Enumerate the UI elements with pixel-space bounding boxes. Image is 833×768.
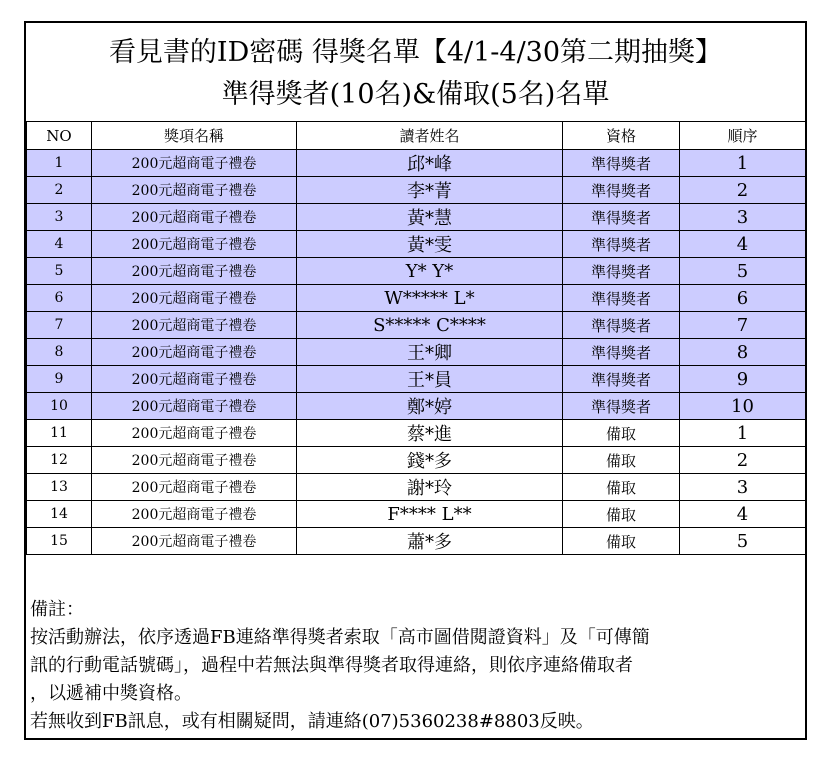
table-row: [27, 258, 806, 285]
table-row: [27, 231, 806, 258]
cell-name: 謝*玲: [297, 474, 563, 501]
cell-order: 3: [680, 204, 806, 231]
notes-line: 按活動辦法，依序透過FB連絡準得獎者索取「高市圖借閱證資料」及「可傳簡: [30, 627, 650, 648]
table-row: [27, 501, 806, 528]
award-table: [26, 121, 806, 555]
cell-name: 王*員: [297, 366, 563, 393]
cell-order: 2: [680, 447, 806, 474]
header-order: 順序: [680, 122, 806, 150]
notes-section: [30, 596, 802, 736]
cell-name: F**** L**: [297, 501, 563, 528]
table-row: [27, 528, 806, 555]
table-row: [27, 366, 806, 393]
notes-line: 訊的行動電話號碼」，過程中若無法與準得獎者取得連絡，則依序連絡備取者: [30, 655, 633, 676]
cell-order: 4: [680, 501, 806, 528]
cell-name: 蔡*進: [297, 420, 563, 447]
cell-prize: 200元超商電子禮卷: [92, 420, 297, 447]
cell-prize: 200元超商電子禮卷: [92, 285, 297, 312]
notes-line: ，以遞補中獎資格。: [30, 683, 192, 704]
cell-prize: 200元超商電子禮卷: [92, 204, 297, 231]
cell-prize: 200元超商電子禮卷: [92, 177, 297, 204]
cell-no: 11: [27, 420, 92, 447]
cell-no: 13: [27, 474, 92, 501]
cell-order: 2: [680, 177, 806, 204]
cell-order: 1: [680, 420, 806, 447]
title-line-2: 準得獎者(10名)&備取(5名)名單: [221, 79, 610, 110]
cell-no: 2: [27, 177, 92, 204]
table-row: [27, 150, 806, 177]
cell-order: 4: [680, 231, 806, 258]
cell-no: 4: [27, 231, 92, 258]
cell-no: 3: [27, 204, 92, 231]
cell-qualification: 準得獎者: [563, 177, 680, 204]
cell-name: 蕭*多: [297, 528, 563, 555]
cell-qualification: 備取: [563, 474, 680, 501]
cell-name: 錢*多: [297, 447, 563, 474]
cell-qualification: 備取: [563, 501, 680, 528]
cell-qualification: 備取: [563, 420, 680, 447]
cell-name: Y* Y*: [297, 258, 563, 285]
cell-order: 7: [680, 312, 806, 339]
cell-no: 14: [27, 501, 92, 528]
cell-prize: 200元超商電子禮卷: [92, 447, 297, 474]
cell-name: S***** C****: [297, 312, 563, 339]
cell-qualification: 準得獎者: [563, 204, 680, 231]
cell-no: 7: [27, 312, 92, 339]
cell-qualification: 準得獎者: [563, 150, 680, 177]
notes-line: 若無收到FB訊息，或有相關疑問，請連絡(07)5360238#8803反映。: [30, 711, 594, 732]
notes-label: 備註：: [30, 599, 84, 620]
cell-prize: 200元超商電子禮卷: [92, 312, 297, 339]
cell-qualification: 準得獎者: [563, 231, 680, 258]
cell-qualification: 準得獎者: [563, 312, 680, 339]
cell-prize: 200元超商電子禮卷: [92, 366, 297, 393]
table-row: [27, 420, 806, 447]
table-row: [27, 285, 806, 312]
cell-prize: 200元超商電子禮卷: [92, 528, 297, 555]
cell-prize: 200元超商電子禮卷: [92, 150, 297, 177]
cell-order: 9: [680, 366, 806, 393]
cell-name: 王*卿: [297, 339, 563, 366]
cell-qualification: 準得獎者: [563, 258, 680, 285]
cell-order: 6: [680, 285, 806, 312]
table-row: [27, 312, 806, 339]
header-name: 讀者姓名: [297, 122, 563, 150]
cell-prize: 200元超商電子禮卷: [92, 474, 297, 501]
cell-no: 5: [27, 258, 92, 285]
title-line-1: 看見書的ID密碼 得獎名單【4/1-4/30第二期抽獎】: [108, 37, 723, 68]
cell-name: 黃*雯: [297, 231, 563, 258]
award-list-document: [24, 21, 807, 740]
cell-prize: 200元超商電子禮卷: [92, 339, 297, 366]
header-qualification: 資格: [563, 122, 680, 150]
cell-prize: 200元超商電子禮卷: [92, 393, 297, 420]
cell-order: 5: [680, 258, 806, 285]
cell-name: 邱*峰: [297, 150, 563, 177]
cell-qualification: 備取: [563, 528, 680, 555]
cell-prize: 200元超商電子禮卷: [92, 258, 297, 285]
table-row: [27, 177, 806, 204]
cell-qualification: 備取: [563, 447, 680, 474]
table-row: [27, 393, 806, 420]
cell-no: 10: [27, 393, 92, 420]
cell-qualification: 準得獎者: [563, 393, 680, 420]
cell-order: 5: [680, 528, 806, 555]
cell-name: W***** L*: [297, 285, 563, 312]
cell-qualification: 準得獎者: [563, 366, 680, 393]
cell-name: 鄭*婷: [297, 393, 563, 420]
cell-no: 9: [27, 366, 92, 393]
cell-prize: 200元超商電子禮卷: [92, 501, 297, 528]
cell-order: 8: [680, 339, 806, 366]
cell-no: 12: [27, 447, 92, 474]
table-row: [27, 204, 806, 231]
table-header-row: [27, 122, 806, 150]
header-prize: 獎項名稱: [92, 122, 297, 150]
header-no: NO: [27, 122, 92, 150]
cell-name: 黃*慧: [297, 204, 563, 231]
cell-qualification: 準得獎者: [563, 339, 680, 366]
cell-order: 1: [680, 150, 806, 177]
cell-no: 1: [27, 150, 92, 177]
cell-no: 8: [27, 339, 92, 366]
cell-prize: 200元超商電子禮卷: [92, 231, 297, 258]
cell-qualification: 準得獎者: [563, 285, 680, 312]
cell-no: 15: [27, 528, 92, 555]
cell-no: 6: [27, 285, 92, 312]
cell-order: 10: [680, 393, 806, 420]
cell-name: 李*菁: [297, 177, 563, 204]
table-row: [27, 474, 806, 501]
table-row: [27, 339, 806, 366]
table-row: [27, 447, 806, 474]
cell-order: 3: [680, 474, 806, 501]
